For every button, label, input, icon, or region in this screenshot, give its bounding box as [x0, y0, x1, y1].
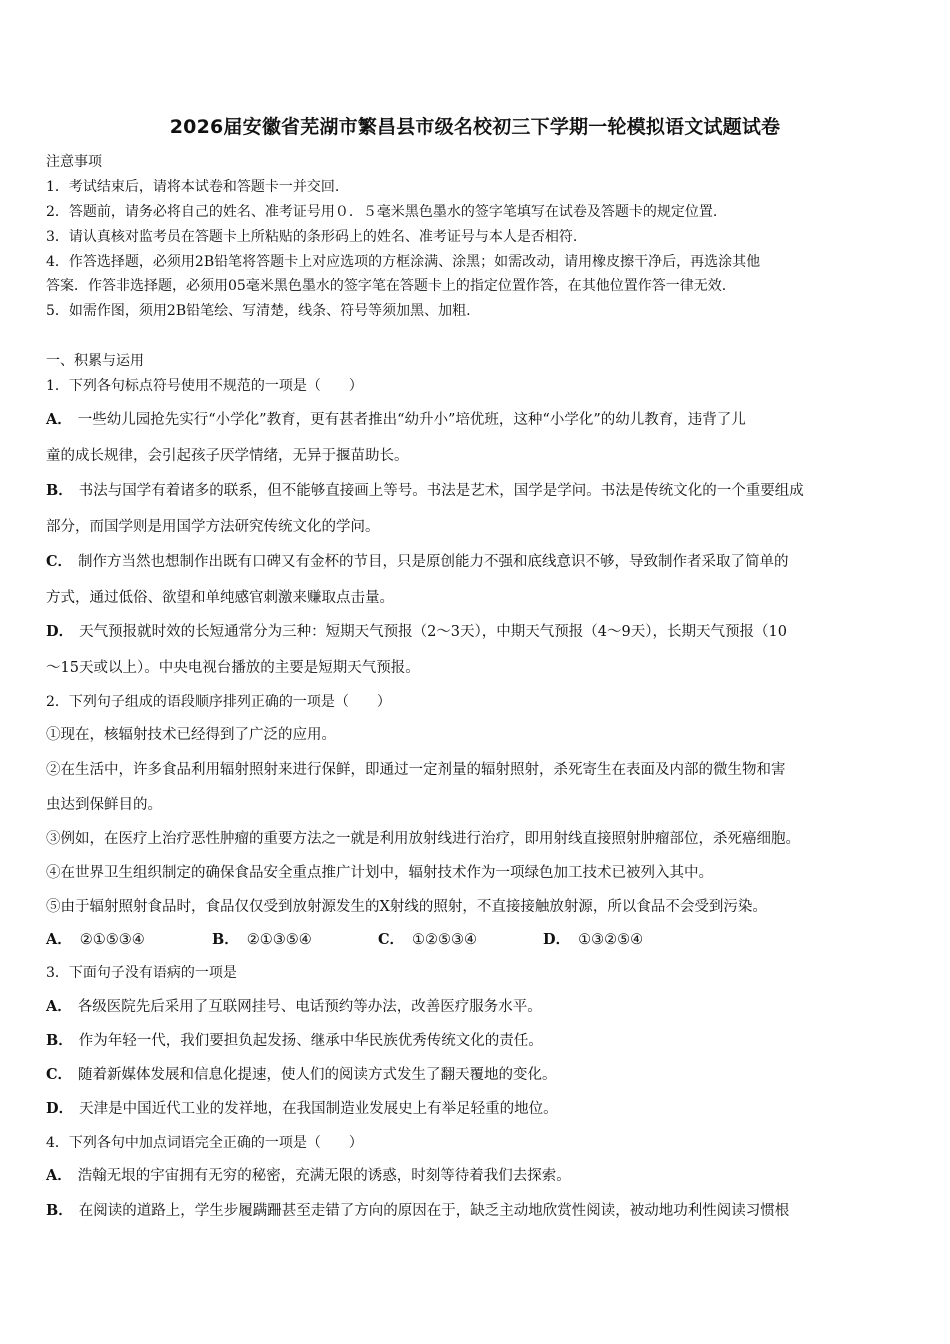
option-label: C． [46, 553, 73, 570]
q2-option-b [212, 930, 312, 950]
option-text: 一些幼儿园抢先实行“小学化”教育，更有甚者推出“幼升小”培优班，这种“小学化”的幼儿教育，违背了儿 [77, 412, 746, 428]
option-label: A． [46, 931, 72, 948]
option-label: C． [46, 1066, 73, 1083]
option-text: ①③②⑤④ [578, 932, 644, 948]
q1-option-c-cont: 方式，通过低俗、欲望和单纯感官刺激来赚取点击量。 [46, 590, 394, 606]
notice-item: 1．考试结束后，请将本试卷和答题卡一并交回. [46, 179, 340, 195]
notice-item: 5．如需作图，须用2B铅笔绘、写清楚，线条、符号等须加黑、加粗. [46, 303, 471, 319]
option-label: B． [46, 482, 73, 499]
q2-option-d [543, 930, 643, 950]
option-label: B． [46, 1202, 73, 1219]
q2-options [46, 930, 846, 950]
q1-option-b-cont: 部分，而国学则是用国学方法研究传统文化的学问。 [46, 519, 380, 535]
question-stem-3: 3．下面句子没有语病的一项是 [46, 965, 237, 981]
q2-sentence-1: ①现在，核辐射技术已经得到了广泛的应用。 [46, 727, 336, 743]
q3-option-a [46, 997, 542, 1017]
q3-option-b [46, 1031, 543, 1051]
option-label: D． [46, 623, 74, 640]
q1-option-b [46, 481, 804, 501]
q1-option-a [46, 410, 746, 430]
q2-sentence-3: ③例如，在医疗上治疗恶性肿瘤的重要方法之一就是利用放射线进行治疗，即用射线直接照射肿瘤部位，杀死癌细胞。 [46, 831, 800, 847]
q2-sentence-5: ⑤由于辐射照射食品时，食品仅仅受到放射源发生的X射线的照射，不直接接触放射源，所以食品不会受到污染。 [46, 899, 767, 915]
q2-sentence-2-cont: 虫达到保鲜目的。 [46, 797, 162, 813]
option-text: 随着新媒体发展和信息化提速，使人们的阅读方式发生了翻天覆地的变化。 [78, 1067, 557, 1083]
option-label: B． [212, 931, 239, 948]
q1-option-d [46, 622, 787, 642]
q1-option-d-cont: ～15天或以上）。中央电视台播放的主要是短期天气预报。 [46, 660, 420, 676]
option-text: 天气预报就时效的长短通常分为三种：短期天气预报（2～3天），中期天气预报（4～9天），长期天气预报（10 [79, 624, 787, 640]
notice-item: 2．答题前，请务必将自己的姓名、准考证号用０．５毫米黑色墨水的签字笔填写在试卷及答题卡的规定位置. [46, 204, 718, 220]
option-text: 书法与国学有着诸多的联系，但不能够直接画上等号。书法是艺术，国学是学问。书法是传统文化的一个重要组成 [78, 483, 804, 499]
q2-option-a [46, 930, 145, 950]
q2-option-c [378, 930, 477, 950]
q1-option-c [46, 552, 789, 572]
option-label: A． [46, 1167, 72, 1184]
option-text: 制作方当然也想制作出既有口碑又有金杯的节目，只是原创能力不强和底线意识不够，导致制作者采取了简单的 [78, 554, 789, 570]
q4-option-b [46, 1201, 789, 1221]
notice-item: 答案．作答非选择题，必须用05毫米黑色墨水的签字笔在答题卡上的指定位置作答，在其他位置作答一律无效. [46, 278, 727, 294]
notice-heading: 注意事项 [46, 154, 102, 170]
option-text: 天津是中国近代工业的发祥地，在我国制造业发展史上有举足轻重的地位。 [79, 1101, 558, 1117]
option-label: B． [46, 1032, 73, 1049]
question-stem-2: 2．下列句子组成的语段顺序排列正确的一项是（ ） [46, 694, 391, 710]
question-stem-1: 1．下列各句标点符号使用不规范的一项是（ ） [46, 378, 363, 394]
q4-option-a [46, 1166, 571, 1186]
option-text: ②①③⑤④ [246, 932, 312, 948]
option-text: ②①⑤③④ [79, 932, 145, 948]
option-text: ①②⑤③④ [412, 932, 478, 948]
option-label: C． [378, 931, 405, 948]
option-label: A． [46, 411, 72, 428]
notice-item: 3．请认真核对监考员在答题卡上所粘贴的条形码上的姓名、准考证号与本人是否相符. [46, 229, 578, 245]
q1-option-a-cont: 童的成长规律，会引起孩子厌学情绪，无异于揠苗助长。 [46, 448, 409, 464]
section-heading: 一、积累与运用 [46, 353, 144, 369]
option-text: 在阅读的道路上，学生步履蹒跚甚至走错了方向的原因在于，缺乏主动地欣赏性阅读，被动地功利性阅读习惯根 [78, 1203, 790, 1219]
q2-sentence-4: ④在世界卫生组织制定的确保食品安全重点推广计划中，辐射技术作为一项绿色加工技术已被列入其中。 [46, 865, 713, 881]
q3-option-d [46, 1099, 558, 1119]
page-title: 2026届安徽省芜湖市繁昌县市级名校初三下学期一轮模拟语文试题试卷 [169, 116, 781, 138]
option-text: 浩翰无垠的宇宙拥有无穷的秘密，充满无限的诱惑，时刻等待着我们去探索。 [77, 1168, 571, 1184]
option-label: D． [543, 931, 571, 948]
option-label: A． [46, 998, 72, 1015]
question-stem-4: 4．下列各句中加点词语完全正确的一项是（ ） [46, 1135, 363, 1151]
option-text: 作为年轻一代，我们要担负起发扬、继承中华民族优秀传统文化的责任。 [78, 1033, 543, 1049]
option-text: 各级医院先后采用了互联网挂号、电话预约等办法，改善医疗服务水平。 [77, 999, 542, 1015]
option-label: D． [46, 1100, 74, 1117]
notice-item: 4．作答选择题，必须用2B铅笔将答题卡上对应选项的方框涂满、涂黑；如需改动，请用橡皮擦干净后，再选涂其他 [46, 254, 761, 270]
q2-sentence-2: ②在生活中，许多食品利用辐射照射来进行保鲜，即通过一定剂量的辐射照射，杀死寄生在表面及内部的微生物和害 [46, 762, 786, 778]
q3-option-c [46, 1065, 557, 1085]
